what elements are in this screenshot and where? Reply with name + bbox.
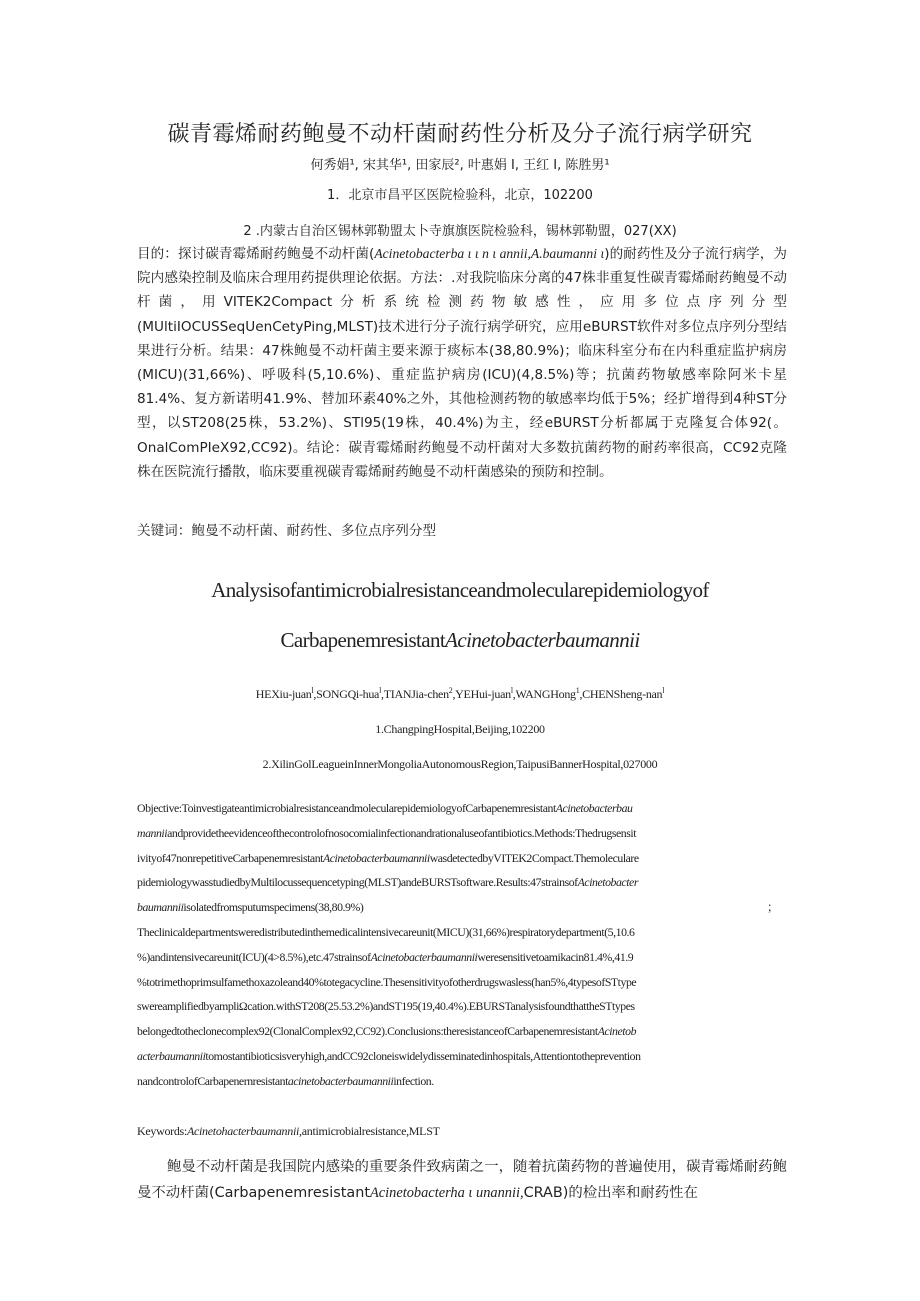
species-italic: Acinetobacterbaumannii (370, 949, 478, 964)
author-sup: 1 (575, 686, 580, 695)
authors-en (0, 686, 920, 702)
text: isolatedfromsputumspecimens(38,80.9%) (183, 900, 364, 915)
species-italic: Acinetobacter (577, 875, 638, 890)
author-sup: l (311, 686, 314, 695)
keywords-en-label: Keywords: (137, 1124, 187, 1138)
affiliation-2-zh: 2 .内蒙古自治区锡林郭勒盟太卜寺旗旗医院检验科，锡林郭勒盟，027(XX) (243, 224, 677, 239)
author-sup: l (510, 686, 513, 695)
species-italic: mannii (137, 825, 168, 840)
text: wasdetectedbyVITEK2Compact.Themoleculare (429, 850, 639, 865)
author-en: ,SONGQi-hua (313, 687, 380, 701)
text: nandcontrolofCarbapenernresistant (137, 1073, 288, 1088)
text: belongedtotheclonecomplex92(ClonalComplex92,CC92).Conclusions:theresistanceofCarbapenemresistant (137, 1024, 598, 1039)
affiliation-2-en: 2.XilinGolLeagueinInnerMongoliaAutonomousRegion,TaipusiBannerHospital,027000 (262, 757, 658, 771)
keywords-en-rest: antimicrobialresistance,MLST (301, 1124, 440, 1138)
text: %)andintensivecareunit(ICU)(4>8.5%),etc.47strainsof (137, 949, 371, 964)
species-italic: acterbaumannii (137, 1048, 206, 1063)
species-italic: Acinetobacterbaumannii (322, 850, 430, 865)
keywords-zh: 关键词：鲍曼不动杆菌、耐药性、多位点序列分型 (137, 523, 437, 539)
species-italic: Acinetobacterbau (555, 801, 633, 815)
body-zh-species: Acinetobacterha ι unannii, (369, 1185, 524, 1201)
author-sup: l (379, 686, 382, 695)
keywords-en-species: Acinetohacterbaumannii, (186, 1124, 302, 1138)
abstract-en-line (137, 895, 787, 920)
abstract-zh-species: Acinetobacterba ι ι n ι annii,A.baumanni ι (374, 246, 605, 261)
abstract-zh-part1: 目的：探讨碳青霉烯耐药鲍曼不动杆菌( (137, 246, 375, 262)
body-zh-part2: CRAB)的检出率和耐药性在 (523, 1185, 698, 1201)
authors-zh: 何秀娟¹, 宋其华¹, 田家辰², 叶惠娟 I, 王红 I, 陈胜男¹ (310, 158, 610, 173)
abstract-en-line (137, 1019, 787, 1044)
abstract-en-line (137, 821, 787, 846)
text: Objective:ToinvestigateantimicrobialresistanceandmolecularepidemiologyofCarbapenemresistant (137, 801, 556, 815)
author-en: ,TIANJia-chen (381, 687, 449, 701)
affiliation-1-zh: 1．北京市昌平区医院检验科，北京，102200 (327, 188, 593, 203)
body-zh-part1: 鲍曼不动杆菌是我国院内感染的重要条件致病菌之一，随着抗菌药物的普遍使用，碳青霉烯耐药鲍曼不动杆菌(Carbapenemresistant (137, 1159, 787, 1201)
abstract-en-line: swereamplifiedbyampliΩcation.withST208(25.53.2%)andST195(19,40.4%).EBURSTanalysisfoundthattheSTtypes (137, 999, 635, 1014)
abstract-en-line: %totrimethoprimsulfamethoxazoleand40%totegacycline.Thesensitivityofotherdrugswasless(han5%,4typesofSTtype (137, 974, 637, 989)
semicolon: ； (767, 900, 779, 915)
abstract-en-line (137, 945, 787, 970)
text: infection. (393, 1073, 434, 1088)
abstract-en-line: Theclinicaldepartmentsweredistributedinthemedicalintensivecareunit(MICU)(31,66%)respiratorydepartment(5,10.6 (137, 924, 635, 939)
paper-title-en-line2 (0, 628, 920, 653)
paper-title-zh: 碳青霉烯耐药鲍曼不动杆菌耐药性分析及分子流行病学研究 (167, 122, 753, 147)
text: weresensitivetoamikacin81.4%,41.9 (477, 949, 634, 964)
title-en-species: Acinetobacterbaumannii (445, 628, 640, 652)
abstract-en-line (137, 796, 787, 821)
abstract-en-line (137, 1044, 787, 1069)
species-italic: Acinetob (597, 1024, 637, 1039)
body-paragraph-zh (137, 1154, 787, 1206)
author-en: ,YEHui-juan (452, 687, 511, 701)
species-italic: baumannii (137, 900, 184, 915)
abstract-zh (137, 242, 787, 484)
author-sup: l (662, 686, 665, 695)
keywords-en (137, 1124, 787, 1139)
abstract-en-line (137, 870, 787, 895)
text: pidemiologywasstudiedbyMultilocussequencetyping(MLST)andeBURSTsoftware.Results:47strainsof (137, 875, 578, 890)
text: ivityof47nonrepetitiveCarbapenemresistant (137, 850, 323, 865)
author-en: HEXiu-juan (255, 687, 312, 701)
abstract-en-line (137, 846, 787, 871)
affiliation-1-en: 1.ChangpingHospital,Beijing,102200 (375, 722, 545, 736)
paper-title-en-line1: Analysisofantimicrobialresistanceandmolecularepidemiologyof (211, 578, 709, 602)
abstract-zh-part2: )的耐药性及分子流行病学，为院内感染控制及临床合理用药提供理论依据。方法：.对我院临床分离的47株非重复性碳青霉烯耐药鲍曼不动杆菌，用VITEK2Compact分析系统检测药物敏感性，应用多位点序列分型(MUltiIOCUSSeqUenCetyPing,MLST)技术进行分子流行病学研究，应用eBURST软件对多位点序列分型结果进行分析。结果：47株鲍曼不动杆菌主要来源于痰标本(38,80.9%)；临床科室分布在内科重症监护病房(MICU)(31,66%)、呼吸科(5,10.6%)、重症监护病房(ICU)(4,8.5%)等；抗菌药物敏感率除阿米卡星81.4%、复方新诺明41.9%、替加环素40%之外，其他检测药物的敏感率均低于5%；经扩增得到4种ST分型，以ST208(25株，53.2%)、STl95(19株，40.4%)为主，经eBURST分析都属于克隆复合体92(。OnalComPIeX92,CC92)。结论：碳青霉烯耐药鲍曼不动杆菌对大多数抗菌药物的耐药率很高，CC92克隆株在医院流行播散，临床要重视碳青霉烯耐药鲍曼不动杆菌感染的预防和控制。 (137, 246, 787, 480)
text: tomostantibioticsisveryhigh,andCC92cloneiswidelydisseminatedinhospitals,Attentiontotheprevention (205, 1048, 641, 1063)
author-sup: 2 (448, 686, 453, 695)
abstract-en-line (137, 1069, 787, 1094)
author-en: ,CHENSheng-nan (579, 687, 663, 701)
title-en-plain: Carbapenemresistant (280, 628, 446, 652)
text: andprovidetheevidenceofthecontrolofnosocomialinfectionandrationaluseofantibiotics.Methods:Thedrugsensit (167, 825, 637, 840)
author-en: ,WANGHong (512, 687, 576, 701)
abstract-en (137, 796, 787, 1094)
species-italic: acinetobacterbaumannii (287, 1073, 394, 1088)
